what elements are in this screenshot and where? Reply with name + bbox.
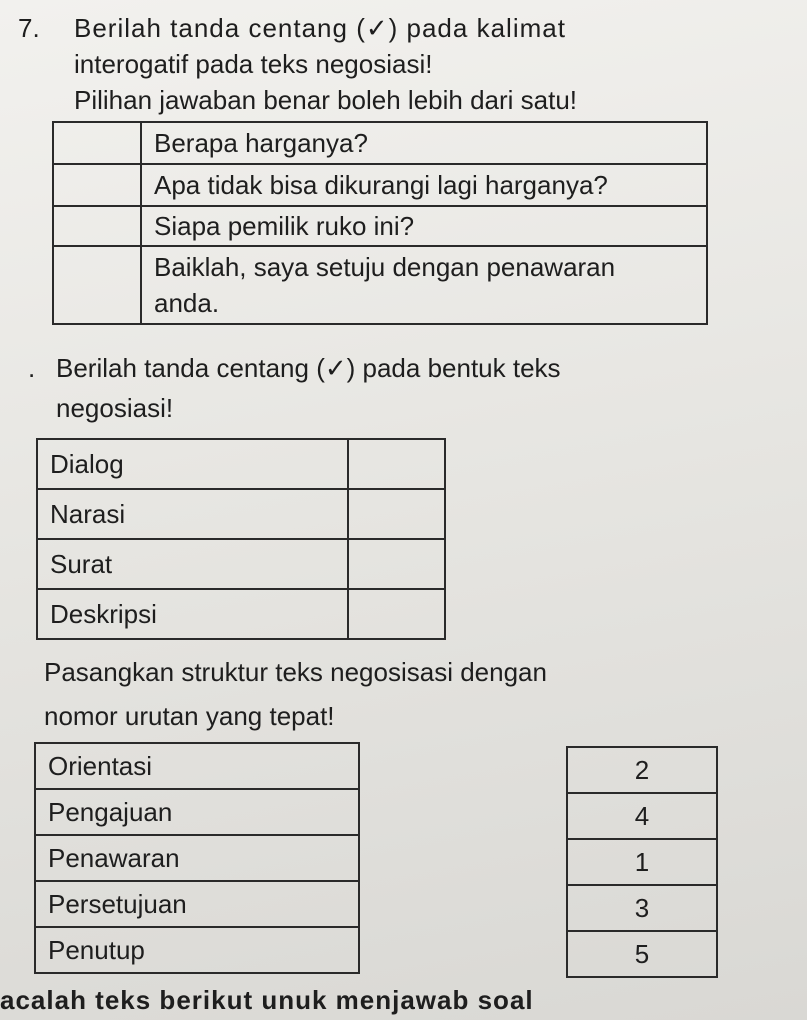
table-row (53, 122, 707, 164)
order-number[interactable]: 1 (567, 839, 717, 885)
table-row (37, 589, 445, 639)
table-row (35, 927, 359, 973)
q7-instruction-line1: Berilah tanda centang (✓) pada kalimat (74, 13, 566, 43)
checkbox-cell[interactable] (53, 164, 141, 206)
q7-option: Baiklah, saya setuju dengan penawaran anda. (141, 246, 707, 324)
table-row (53, 164, 707, 206)
structure-item[interactable]: Pengajuan (35, 789, 359, 835)
q9-number-table (566, 746, 718, 978)
table-row (35, 789, 359, 835)
q8-instruction-line2: negosiasi! (56, 393, 174, 423)
table-row (37, 539, 445, 589)
q9-structure-table (34, 742, 360, 974)
table-row (567, 839, 717, 885)
q7-number: 7. (18, 13, 40, 43)
structure-item[interactable]: Penutup (35, 927, 359, 973)
table-row (37, 489, 445, 539)
table-row (567, 931, 717, 977)
table-row (53, 206, 707, 246)
footer-instruction: acalah teks berikut unuk menjawab soal (0, 985, 534, 1015)
table-row (567, 793, 717, 839)
table-row (35, 835, 359, 881)
structure-item[interactable]: Penawaran (35, 835, 359, 881)
q7-instruction-line2: interogatif pada teks negosiasi! (74, 49, 433, 79)
checkbox-cell[interactable] (53, 122, 141, 164)
q7-option: Siapa pemilik ruko ini? (141, 206, 707, 246)
order-number[interactable]: 3 (567, 885, 717, 931)
q8-option: Narasi (37, 489, 348, 539)
checkbox-cell[interactable] (348, 589, 445, 639)
q9-instruction-line1: Pasangkan struktur teks negosisasi dengan (44, 657, 547, 687)
table-row (35, 881, 359, 927)
order-number[interactable]: 2 (567, 747, 717, 793)
checkbox-cell[interactable] (348, 439, 445, 489)
table-row (35, 743, 359, 789)
checkbox-cell[interactable] (53, 246, 141, 324)
table-row (567, 747, 717, 793)
structure-item[interactable]: Orientasi (35, 743, 359, 789)
q8-option: Surat (37, 539, 348, 589)
q8-option: Dialog (37, 439, 348, 489)
q8-option: Deskripsi (37, 589, 348, 639)
q7-instruction-line3: Pilihan jawaban benar boleh lebih dari satu! (74, 85, 578, 115)
checkbox-cell[interactable] (53, 206, 141, 246)
order-number[interactable]: 4 (567, 793, 717, 839)
q8-table (36, 438, 446, 640)
order-number[interactable]: 5 (567, 931, 717, 977)
q8-number: . (28, 353, 36, 383)
q9-instruction-line2: nomor urutan yang tepat! (44, 701, 335, 731)
q7-option: Apa tidak bisa dikurangi lagi harganya? (141, 164, 707, 206)
table-row (567, 885, 717, 931)
q8-instruction-line1: Berilah tanda centang (✓) pada bentuk teks (56, 353, 561, 383)
checkbox-cell[interactable] (348, 489, 445, 539)
checkbox-cell[interactable] (348, 539, 445, 589)
q7-option: Berapa harganya? (141, 122, 707, 164)
structure-item[interactable]: Persetujuan (35, 881, 359, 927)
table-row (53, 246, 707, 324)
q7-table (52, 121, 708, 325)
table-row (37, 439, 445, 489)
